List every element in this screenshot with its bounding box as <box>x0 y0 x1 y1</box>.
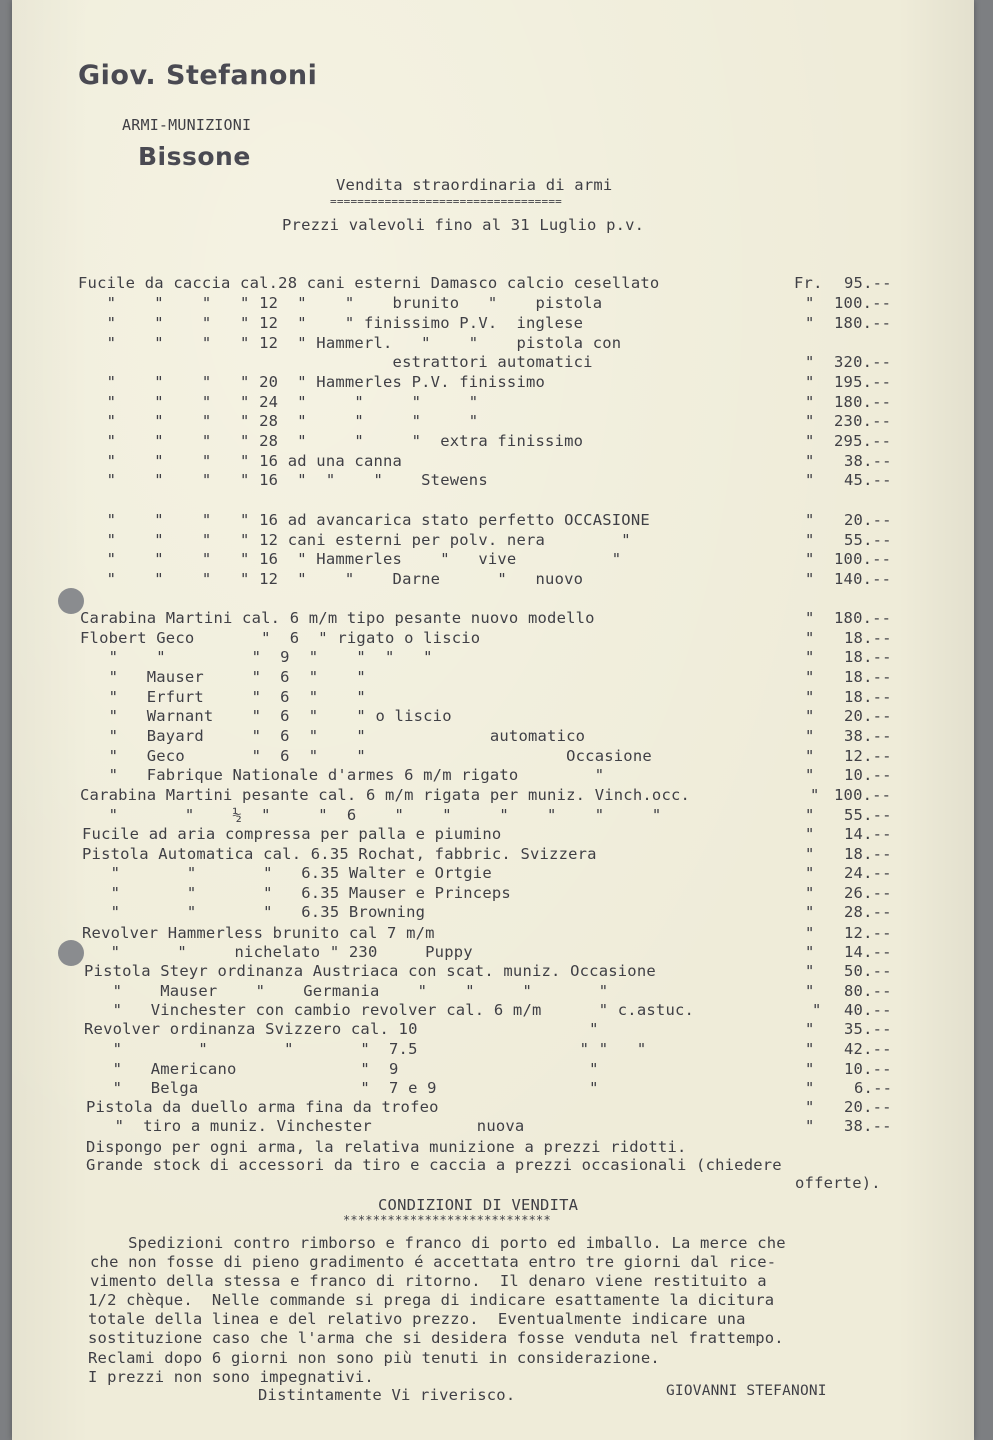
price-row-price: 195.-- <box>834 373 892 391</box>
price-row-ditto: " <box>805 373 815 391</box>
price-row-ditto: " <box>805 353 815 371</box>
conditions-line: I prezzi non sono impegnativi. <box>88 1368 374 1386</box>
price-row-desc: Revolver ordinanza Svizzero cal. 10 " <box>84 1020 599 1038</box>
price-row-desc: Pistola Steyr ordinanza Austriaca con scat. muniz. Occasione <box>84 962 656 980</box>
price-row-desc: " Fabrique Nationale d'armes 6 m/m rigato " <box>80 766 605 784</box>
price-row-ditto: Fr. <box>794 274 823 292</box>
price-row-ditto: " <box>805 314 815 332</box>
price-row-ditto: " <box>805 1098 815 1116</box>
price-row-desc: " " " " 28 " " " " <box>78 412 479 430</box>
price-row-ditto: " <box>805 1040 815 1058</box>
price-row-desc: Carabina Martini pesante cal. 6 m/m rigata per muniz. Vinch.occ. <box>80 786 691 804</box>
price-row-ditto: " <box>805 511 815 529</box>
price-row-ditto: " <box>805 864 815 882</box>
price-row-ditto: " <box>805 943 815 961</box>
price-row-price: 38.-- <box>844 452 892 470</box>
price-row-desc: " Erfurt " 6 " " <box>80 688 366 706</box>
price-row-ditto: " <box>805 884 815 902</box>
town-name: Bissone <box>138 142 251 171</box>
price-row-price: 95.-- <box>844 274 892 292</box>
price-row-ditto: " <box>805 550 815 568</box>
price-row-ditto: " <box>805 648 815 666</box>
price-row-desc: " " " 6.35 Walter e Ortgie <box>82 864 492 882</box>
price-row-price: 100.-- <box>834 550 892 568</box>
price-row-ditto: " <box>805 766 815 784</box>
company-subtitle: ARMI-MUNIZIONI <box>122 116 252 134</box>
signature: GIOVANNI STEFANONI <box>666 1383 827 1399</box>
price-row-price: 180.-- <box>834 609 892 627</box>
price-row-price: 18.-- <box>844 648 892 666</box>
price-row-desc: " " " " 28 " " " extra finissimo <box>78 432 584 450</box>
conditions-line: Spedizioni contro rimborso e franco di porto ed imballo. La merce che <box>90 1234 786 1252</box>
price-row-price: 40.-- <box>844 1001 892 1019</box>
price-row-desc: " Vinchester con cambio revolver cal. 6 m/m " c.astuc. <box>84 1001 695 1019</box>
price-row-ditto: " <box>805 393 815 411</box>
price-row-price: 20.-- <box>844 511 892 529</box>
punch-hole <box>58 940 84 966</box>
price-row-desc: " " " " 16 " Hammerles " vive " <box>78 550 622 568</box>
document-title: Vendita straordinaria di armi <box>336 176 613 194</box>
price-row-desc: Revolver Hammerless brunito cal 7 m/m <box>82 924 435 942</box>
price-row-price: 10.-- <box>844 766 892 784</box>
letter-page <box>12 0 974 1440</box>
price-row-price: 14.-- <box>844 825 892 843</box>
price-row-desc: " " " 6.35 Browning <box>82 903 426 921</box>
price-row-price: 24.-- <box>844 864 892 882</box>
price-row-desc: " " nichelato " 230 Puppy <box>82 943 473 961</box>
price-row-ditto: " <box>805 1060 815 1078</box>
note-ammunition: Dispongo per ogni arma, la relativa munizione a prezzi ridotti. <box>86 1138 687 1156</box>
price-row-ditto: " <box>805 452 815 470</box>
price-row-ditto: " <box>805 845 815 863</box>
price-row-ditto: " <box>805 747 815 765</box>
price-row-desc: " " " " 7.5 " " " <box>84 1040 647 1058</box>
price-row-price: 35.-- <box>844 1020 892 1038</box>
validity-note: Prezzi valevoli fino al 31 Luglio p.v. <box>282 216 645 234</box>
price-row-price: 42.-- <box>844 1040 892 1058</box>
price-row-ditto: " <box>805 1020 815 1038</box>
conditions-line: sostituzione caso che l'arma che si desidera fosse venduta nel frattempo. <box>88 1329 784 1347</box>
price-row-price: 20.-- <box>844 707 892 725</box>
price-row-desc: " Belga " 7 e 9 " <box>84 1079 599 1097</box>
price-row-ditto: " <box>805 531 815 549</box>
price-row-ditto: " <box>805 806 815 824</box>
price-row-price: 140.-- <box>834 570 892 588</box>
price-row-price: 230.-- <box>834 412 892 430</box>
price-row-desc: " " " " 16 " " " Stewens <box>78 471 488 489</box>
price-row-desc: " Americano " 9 " <box>84 1060 599 1078</box>
price-row-desc: " Mauser " 6 " " <box>80 668 366 686</box>
price-row-ditto: " <box>805 432 815 450</box>
price-row-desc: " " " " 16 ad avancarica stato perfetto OCCASIONE <box>78 511 650 529</box>
price-row-price: 295.-- <box>834 432 892 450</box>
price-row-price: 12.-- <box>844 747 892 765</box>
price-row-desc: " " " 9 " " " " <box>80 648 433 666</box>
price-row-price: 50.-- <box>844 962 892 980</box>
price-row-desc: " " " " 20 " Hammerles P.V. finissimo <box>78 373 546 391</box>
price-row-price: 20.-- <box>844 1098 892 1116</box>
price-row-price: 28.-- <box>844 903 892 921</box>
price-row-price: 18.-- <box>844 688 892 706</box>
conditions-line: che non fosse di pieno gradimento é accettata entro tre giorni dal rice- <box>90 1253 777 1271</box>
conditions-line: vimento della stessa e franco di ritorno. Il denaro viene restituito a <box>90 1272 767 1290</box>
price-row-ditto: " <box>805 294 815 312</box>
price-row-desc: " " " " 12 cani esterni per polv. nera " <box>78 531 631 549</box>
price-row-price: 100.-- <box>834 786 892 804</box>
price-row-price: 80.-- <box>844 982 892 1000</box>
price-row-ditto: " <box>805 412 815 430</box>
company-name: Giov. Stefanoni <box>78 60 318 91</box>
price-row-desc: " Warnant " 6 " " o liscio <box>80 707 452 725</box>
price-row-ditto: " <box>805 982 815 1000</box>
price-row-ditto: " <box>805 668 815 686</box>
price-row-desc: " " " " 12 " " Darne " nuovo <box>78 570 584 588</box>
price-row-price: 26.-- <box>844 884 892 902</box>
price-row-price: 45.-- <box>844 471 892 489</box>
price-row-price: 320.-- <box>834 353 892 371</box>
price-row-desc: " Bayard " 6 " " automatico <box>80 727 586 745</box>
conditions-line: totale della linea e del relativo prezzo. Eventualmente indicare una <box>88 1310 746 1328</box>
price-row-ditto: " <box>805 1079 815 1097</box>
price-row-desc: " " " " 12 " " finissimo P.V. inglese <box>78 314 584 332</box>
price-row-price: 180.-- <box>834 314 892 332</box>
price-row-price: 38.-- <box>844 727 892 745</box>
closing-greeting: Distintamente Vi riverisco. <box>258 1386 516 1404</box>
price-row-ditto: " <box>805 688 815 706</box>
price-row-ditto: " <box>805 727 815 745</box>
price-row-price: 14.-- <box>844 943 892 961</box>
price-row-desc: " " " " 24 " " " " <box>78 393 479 411</box>
price-row-ditto: " <box>805 609 815 627</box>
note-accessories-cont: offerte). <box>795 1174 881 1192</box>
price-row-desc: " Geco " 6 " " Occasione <box>80 747 652 765</box>
price-row-price: 18.-- <box>844 668 892 686</box>
price-row-ditto: " <box>805 962 815 980</box>
price-row-ditto: " <box>805 570 815 588</box>
title-underline: ================================== <box>330 195 562 208</box>
price-row-desc: " tiro a muniz. Vinchester nuova <box>86 1117 525 1135</box>
conditions-stars: **************************** <box>343 1213 551 1227</box>
price-row-ditto: " <box>805 707 815 725</box>
price-row-ditto: " <box>805 825 815 843</box>
price-row-price: 12.-- <box>844 924 892 942</box>
price-row-ditto: " <box>805 924 815 942</box>
conditions-heading: CONDIZIONI DI VENDITA <box>378 1196 579 1214</box>
price-row-desc: estrattori automatici <box>78 353 593 371</box>
price-row-desc: " " " 6.35 Mauser e Princeps <box>82 884 511 902</box>
note-accessories: Grande stock di accessori da tiro e caccia a prezzi occasionali (chiedere <box>86 1156 782 1174</box>
price-row-price: 55.-- <box>844 531 892 549</box>
price-row-ditto: " <box>805 471 815 489</box>
price-row-price: 18.-- <box>844 845 892 863</box>
conditions-line: 1/2 chèque. Nelle commande si prega di indicare esattamente la dicitura <box>88 1291 775 1309</box>
price-row-desc: " " " " 12 " Hammerl. " " pistola con <box>78 334 622 352</box>
conditions-line: Reclami dopo 6 giorni non sono più tenuti in considerazione. <box>88 1349 660 1367</box>
price-row-ditto: " <box>805 1117 815 1135</box>
price-row-desc: " " " " 16 ad una canna <box>78 452 403 470</box>
price-row-desc: " Mauser " Germania " " " " <box>84 982 609 1000</box>
price-row-ditto: " <box>812 1001 822 1019</box>
price-row-price: 38.-- <box>844 1117 892 1135</box>
price-row-price: 100.-- <box>834 294 892 312</box>
price-row-price: 10.-- <box>844 1060 892 1078</box>
price-row-ditto: " <box>805 903 815 921</box>
price-row-desc: Flobert Geco " 6 " rigato o liscio <box>80 629 481 647</box>
price-row-price: 6.-- <box>854 1079 893 1097</box>
price-row-desc: Pistola Automatica cal. 6.35 Rochat, fabbric. Svizzera <box>82 845 597 863</box>
price-row-desc: Fucile da caccia cal.28 cani esterni Damasco calcio cesellato <box>78 274 660 292</box>
price-row-ditto: " <box>810 786 820 804</box>
price-row-desc: " " " " 12 " " brunito " pistola <box>78 294 603 312</box>
price-row-ditto: " <box>805 629 815 647</box>
price-row-desc: " " ½ " " 6 " " " " " " <box>80 806 662 824</box>
price-row-desc: Carabina Martini cal. 6 m/m tipo pesante nuovo modello <box>80 609 595 627</box>
price-row-price: 180.-- <box>834 393 892 411</box>
price-row-price: 18.-- <box>844 629 892 647</box>
price-row-price: 55.-- <box>844 806 892 824</box>
price-row-desc: Fucile ad aria compressa per palla e piumino <box>82 825 502 843</box>
price-row-desc: Pistola da duello arma fina da trofeo <box>86 1098 439 1116</box>
